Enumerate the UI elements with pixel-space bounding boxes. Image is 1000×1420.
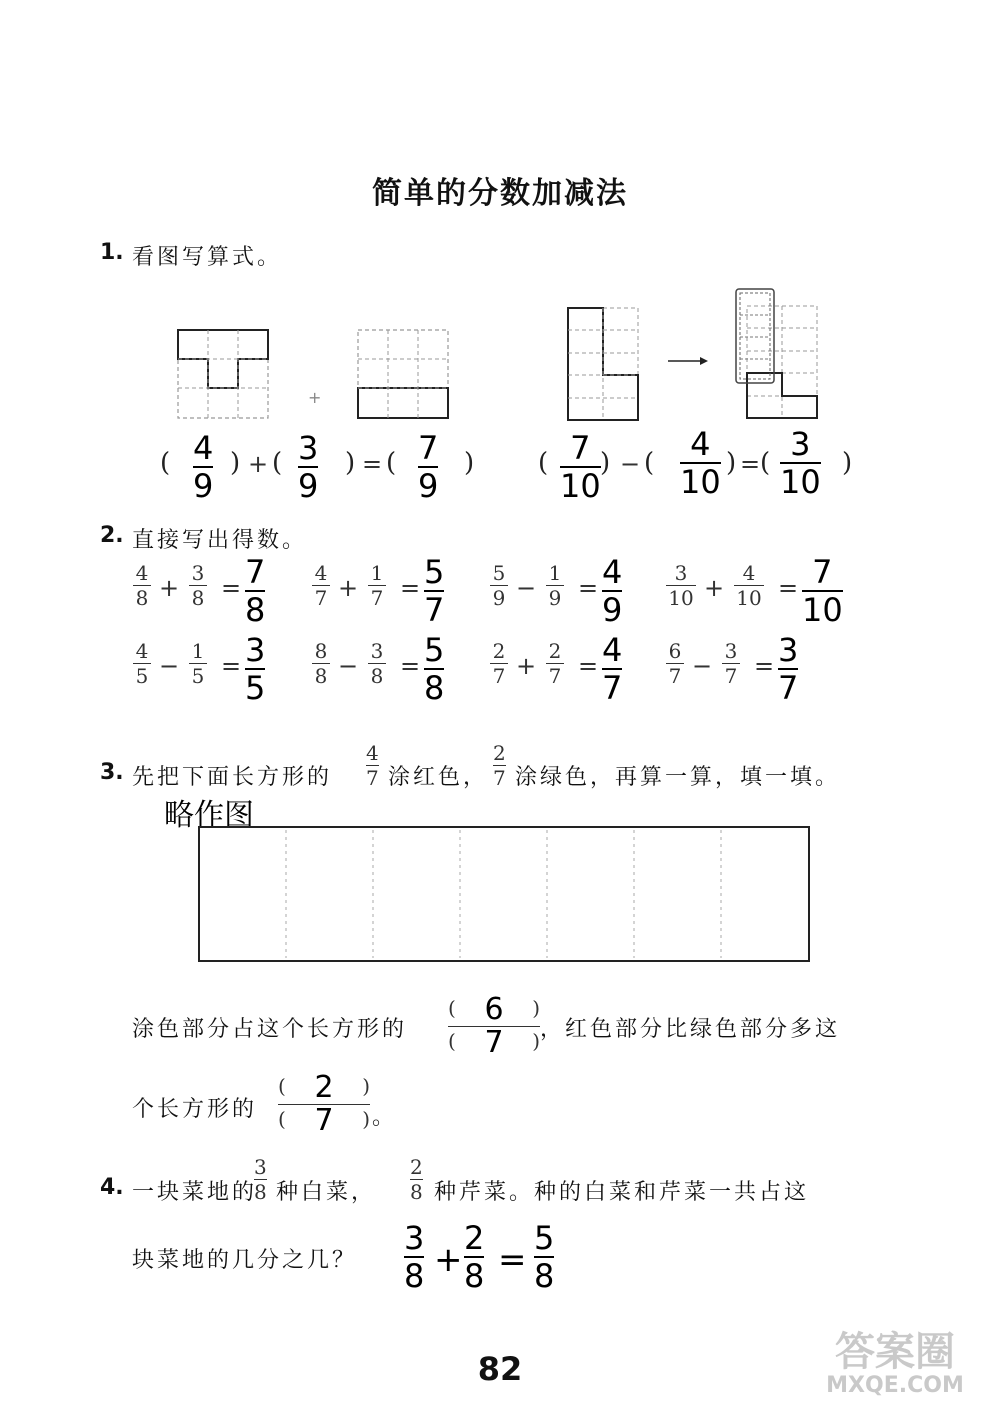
q2-answer: 5 7 <box>424 553 445 629</box>
q1-left-a: 4 9 <box>193 429 214 505</box>
q2-operand-b: 3 7 <box>722 640 740 687</box>
page-number: 82 <box>477 1350 523 1388</box>
q2-operand-b: 2 7 <box>546 640 564 687</box>
q2-equals: = <box>578 652 599 680</box>
q1-right-r: 3 10 <box>780 425 821 501</box>
q3-text-c: 涂绿色，再算一算，填一填。 <box>515 765 841 790</box>
q1-plus-sign: + <box>308 388 322 407</box>
q1-paren-open: ( <box>272 448 283 478</box>
q3-frac-red: 4 7 <box>366 741 379 790</box>
q2-equals: = <box>221 652 242 680</box>
q4-answer-r: 5 8 <box>534 1219 555 1295</box>
q1-paren-close: ) <box>600 448 611 478</box>
q1-paren-open: ( <box>538 448 549 478</box>
q1-arrow <box>668 355 708 367</box>
q2-operand-b: 3 8 <box>189 562 207 609</box>
q1-number: 1. <box>100 240 124 265</box>
q1-paren-close: ) <box>464 448 475 478</box>
q3-number: 3. <box>100 760 124 785</box>
q4-answer-b: 2 8 <box>464 1219 485 1295</box>
q3-handwritten-note: 略作图 <box>164 798 254 833</box>
q3-frac-green: 2 7 <box>493 741 506 790</box>
q2-number: 2. <box>100 523 124 548</box>
q2-operand-a: 4 5 <box>133 640 151 687</box>
q2-operand-b: 1 5 <box>189 640 207 687</box>
q2-answer: 4 9 <box>602 553 623 629</box>
q2-operand-b: 3 8 <box>368 640 386 687</box>
q2-operator: − <box>692 652 713 680</box>
q1-grid-left-a <box>178 330 270 420</box>
q1-right-op: − <box>620 450 641 478</box>
q4-text-a: 一块菜地的 <box>132 1180 258 1205</box>
q2-answer: 5 8 <box>424 631 445 707</box>
q2-operand-a: 8 8 <box>312 640 330 687</box>
q3-fill2-tail: 。 <box>372 1105 398 1130</box>
q4-answer-eq: = <box>498 1240 527 1280</box>
q3-text-b: 涂红色， <box>388 765 489 790</box>
q2-equals: = <box>400 574 421 602</box>
q4-answer-op: + <box>434 1240 463 1280</box>
q2-operator: − <box>159 652 180 680</box>
q4-text-b: 种白菜， <box>276 1180 377 1205</box>
q3-fill2-text: 个长方形的 <box>132 1097 258 1122</box>
q3-text-a: 先把下面长方形的 <box>132 765 333 790</box>
watermark-text: 答案圈 <box>835 1329 955 1375</box>
q2-operator: + <box>159 574 180 602</box>
q2-equals: = <box>778 574 799 602</box>
q2-answer: 7 8 <box>245 553 266 629</box>
q1-left-eq: = <box>362 450 383 478</box>
q1-paren-open: ( <box>760 448 771 478</box>
q3-rectangle <box>198 826 812 964</box>
q2-answer: 4 7 <box>602 631 623 707</box>
q2-operand-b: 1 7 <box>368 562 386 609</box>
q1-paren-close: ) <box>726 448 737 478</box>
q2-equals: = <box>221 574 242 602</box>
q3-fill1-answer: ( 6 ) ( 7 ) <box>448 992 540 1060</box>
q2-operand-a: 5 9 <box>490 562 508 609</box>
q2-operand-a: 3 10 <box>666 562 696 609</box>
q4-frac-a: 3 8 <box>254 1155 267 1204</box>
q3-fill2-answer: ( 2 ) ( 7 ) <box>278 1070 370 1138</box>
q2-answer: 3 7 <box>778 631 799 707</box>
q1-right-b: 4 10 <box>680 425 721 501</box>
q2-operator: − <box>516 574 537 602</box>
q2-operand-a: 6 7 <box>666 640 684 687</box>
q2-operand-a: 4 8 <box>133 562 151 609</box>
page-title: 简单的分数加减法 <box>372 176 628 211</box>
q4-answer-a: 3 8 <box>404 1219 425 1295</box>
q4-text-d: 块菜地的几分之几？ <box>132 1248 358 1273</box>
q3-fill1-text: 涂色部分占这个长方形的 <box>132 1017 408 1042</box>
q2-answer: 7 10 <box>802 553 843 629</box>
q1-right-a: 7 10 <box>560 429 601 505</box>
watermark-url: MXQE.COM <box>826 1373 964 1398</box>
q2-operand-a: 2 7 <box>490 640 508 687</box>
q4-text-c: 种芹菜。种的白菜和芹菜一共占这 <box>434 1180 810 1205</box>
q1-paren-open: ( <box>644 448 655 478</box>
q1-paren-close: ) <box>230 448 241 478</box>
q4-number: 4. <box>100 1175 124 1200</box>
q1-paren-open: ( <box>386 448 397 478</box>
q1-paren-close: ) <box>345 448 356 478</box>
q2-equals: = <box>578 574 599 602</box>
q1-text: 看图写算式。 <box>132 245 283 270</box>
q3-fill1-tail: ，红色部分比绿色部分多这 <box>540 1017 841 1042</box>
q1-grid-left-b <box>358 330 450 420</box>
q1-right-eq: = <box>740 450 761 478</box>
q2-operator: − <box>338 652 359 680</box>
q1-paren-open: ( <box>160 448 171 478</box>
q4-frac-b: 2 8 <box>410 1155 423 1204</box>
q1-grid-right-b <box>735 288 820 423</box>
q2-answer: 3 5 <box>245 631 266 707</box>
q2-operand-a: 4 7 <box>312 562 330 609</box>
q2-operator: + <box>338 574 359 602</box>
q2-equals: = <box>400 652 421 680</box>
q2-text: 直接写出得数。 <box>132 528 308 553</box>
q1-left-op: + <box>248 450 269 478</box>
q2-operand-b: 4 10 <box>734 562 764 609</box>
q1-paren-close: ) <box>842 448 853 478</box>
q2-operand-b: 1 9 <box>546 562 564 609</box>
q1-left-b: 3 9 <box>298 429 319 505</box>
q2-operator: + <box>704 574 725 602</box>
q2-operator: + <box>516 652 537 680</box>
q1-grid-right-a <box>568 308 640 423</box>
q2-equals: = <box>754 652 775 680</box>
watermark <box>800 1330 990 1410</box>
q1-left-r: 7 9 <box>418 429 439 505</box>
